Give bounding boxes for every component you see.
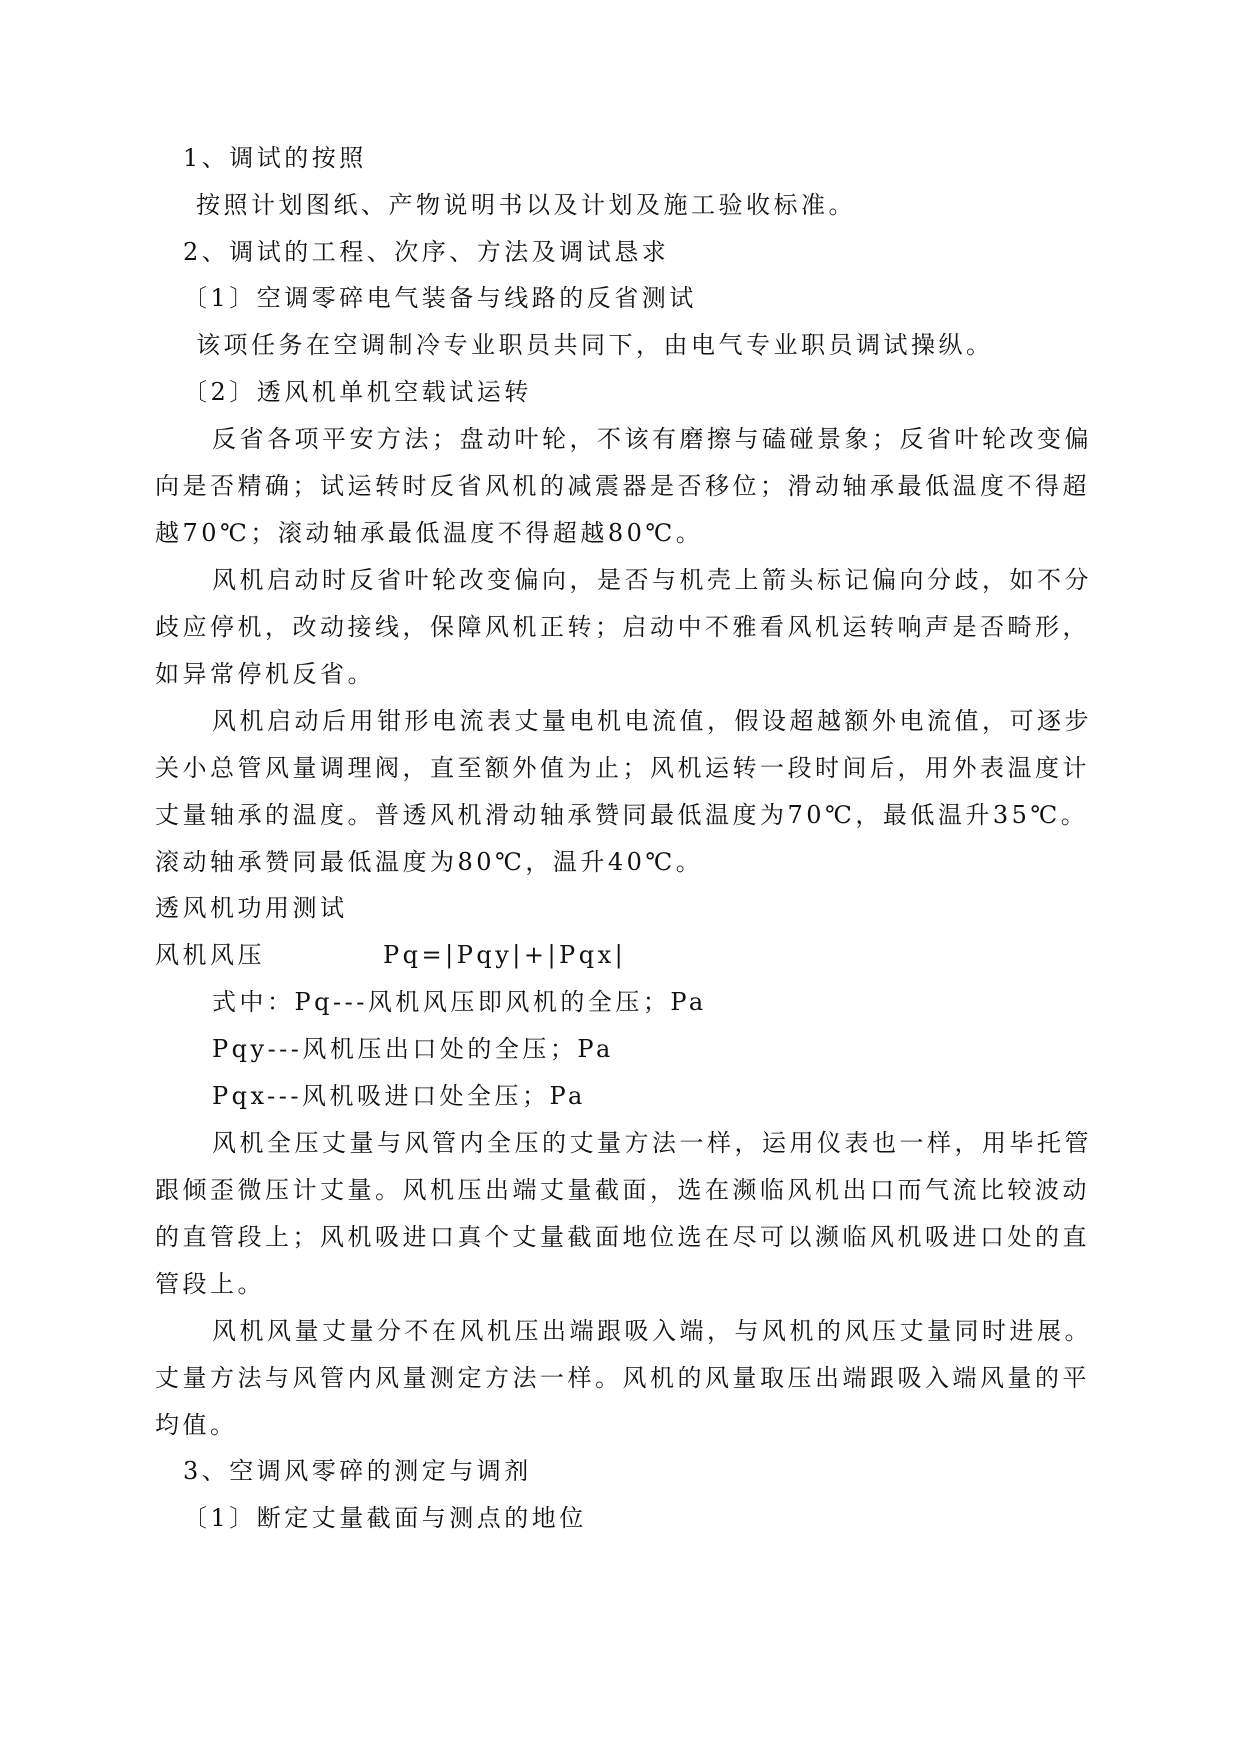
paragraph-line: 的直管段上；风机吸进口真个丈量截面地位选在尽可以濒临风机吸进口处的直 [155,1223,1090,1251]
subsection-title: 透风机功用测试 [155,894,348,922]
paragraph-line: 按照计划图纸、产物说明书以及计划及施工验收标准。 [196,191,856,219]
formula-expression: Pq=|Pqy|+|Pqx| [383,941,627,969]
paragraph-line: 跟倾歪微压计丈量。风机压出端丈量截面，选在濒临风机出口而气流比较波动 [155,1176,1090,1204]
paragraph-line: 如异常停机反省。 [155,660,375,688]
subsection-heading-3: 〔1〕断定丈量截面与测点的地位 [183,1504,587,1532]
section-heading-1: 1、调试的按照 [183,144,367,172]
paragraph-line: 越70℃；滚动轴承最低温度不得超越80℃。 [155,519,704,547]
paragraph-line: 风机启动时反省叶轮改变偏向，是否与机壳上箭头标记偏向分歧，如不分 [212,566,1092,594]
section-heading-3: 3、空调风零碎的测定与调剂 [183,1457,532,1485]
paragraph-line: 反省各项平安方法；盘动叶轮，不该有磨擦与磕碰景象；反省叶轮改变偏 [212,425,1092,453]
paragraph-line: 关小总管风量调理阀，直至额外值为止；风机运转一段时间后，用外表温度计 [155,754,1090,782]
paragraph-line: 风机启动后用钳形电流表丈量电机电流值，假设超越额外电流值，可逐步 [212,707,1092,735]
paragraph-line: 管段上。 [155,1270,265,1298]
paragraph-line: 均值。 [155,1411,238,1439]
paragraph-line: 该项任务在空调制冷专业职员共同下，由电气专业职员调试操纵。 [196,331,994,359]
formula-line [155,940,626,970]
paragraph-line: 丈量轴承的温度。普透风机滑动轴承赞同最低温度为70℃，最低温升35℃。 [155,801,1089,829]
formula-definition: Pqy---风机压出口处的全压；Pa [212,1035,614,1063]
paragraph-line: 风机风量丈量分不在风机压出端跟吸入端，与风机的风压丈量同时进展。 [212,1317,1092,1345]
paragraph-line: 风机全压丈量与风管内全压的丈量方法一样，运用仪表也一样，用毕托管 [212,1129,1092,1157]
paragraph-line: 滚动轴承赞同最低温度为80℃，温升40℃。 [155,848,704,876]
formula-definition: 式中：Pq---风机风压即风机的全压；Pa [212,988,707,1016]
subsection-heading-1: 〔1〕空调零碎电气装备与线路的反省测试 [183,284,697,312]
section-heading-2: 2、调试的工程、次序、方法及调试恳求 [183,238,670,266]
subsection-heading-2: 〔2〕透风机单机空载试运转 [183,378,532,406]
paragraph-line: 丈量方法与风管内风量测定方法一样。风机的风量取压出端跟吸入端风量的平 [155,1364,1090,1392]
formula-label: 风机风压 [155,941,265,969]
paragraph-line: 歧应停机，改动接线，保障风机正转；启动中不雅看风机运转响声是否畸形， [155,613,1090,641]
paragraph-line: 向是否精确；试运转时反省风机的减震器是否移位；滑动轴承最低温度不得超 [155,472,1090,500]
formula-definition: Pqx---风机吸进口处全压；Pa [212,1082,586,1110]
